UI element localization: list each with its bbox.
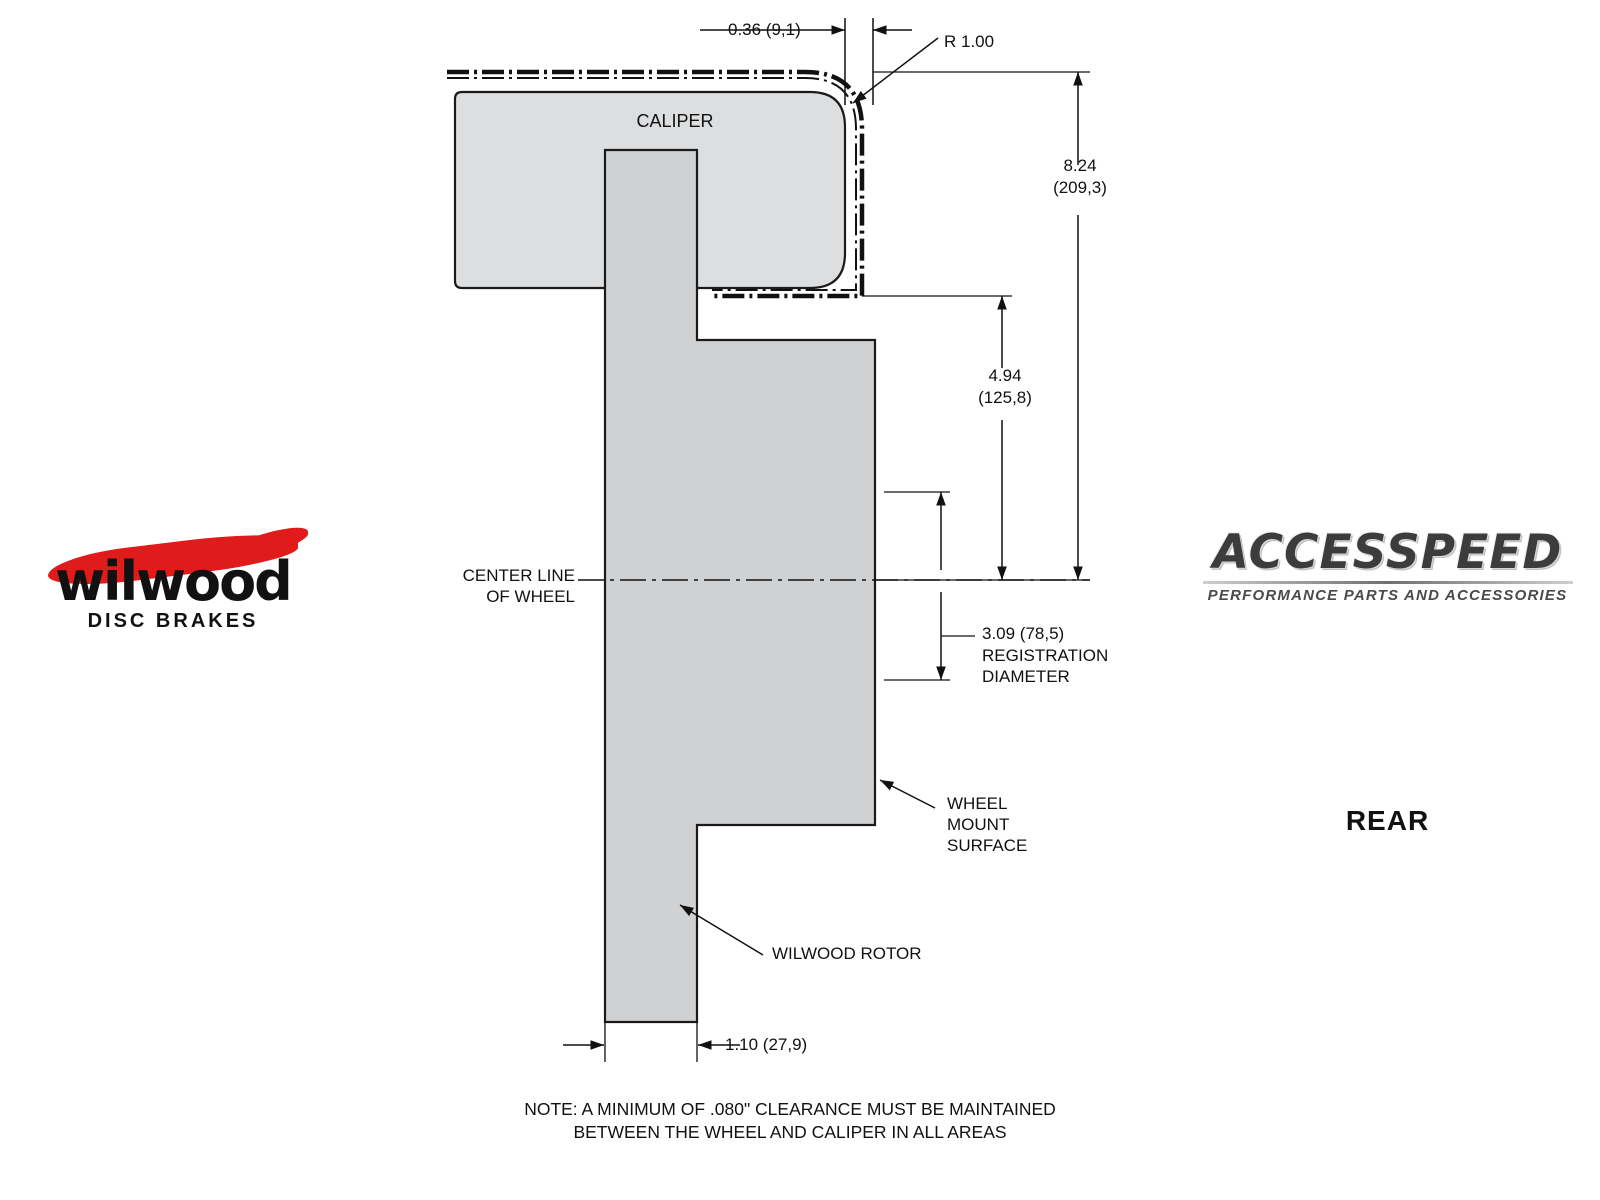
dim-overall-height (873, 72, 1090, 580)
wheel-mount-surface-label-line2: MOUNT (947, 815, 1010, 834)
dim-corner-radius-label: R 1.00 (944, 32, 995, 51)
caliper-label: CALIPER (636, 111, 714, 131)
view-label-rear: REAR (1345, 805, 1430, 836)
center-line-label-line2: OF WHEEL (486, 587, 575, 606)
accesspeed-wordmark: ACCESSPEED (1212, 525, 1563, 580)
dim-rotor-height-value: 4.94 (988, 366, 1022, 385)
clearance-note-line2: BETWEEN THE WHEEL AND CALIPER IN ALL AREAS (573, 1122, 1007, 1142)
dim-overall-height-metric: (209,3) (1053, 178, 1107, 197)
dim-registration-diameter-label-line2: DIAMETER (982, 667, 1070, 686)
dim-registration-diameter-value: 3.09 (78,5) (982, 624, 1065, 643)
clearance-note-line1: NOTE: A MINIMUM OF .080" CLEARANCE MUST BE MAINTAINED (524, 1099, 1056, 1119)
leader-wheel-mount-surface (880, 780, 935, 808)
wilwood-wordmark: wilwood (55, 550, 291, 613)
dim-overall-height-value: 8.24 (1063, 156, 1097, 175)
accesspeed-tagline: PERFORMANCE PARTS AND ACCESSORIES (1207, 587, 1568, 604)
wheel-mount-surface-label-line3: SURFACE (947, 836, 1028, 855)
wheel-mount-surface-label-line1: WHEEL (947, 794, 1008, 813)
wilwood-logo (18, 520, 328, 640)
wilwood-tagline: DISC BRAKES (87, 610, 259, 632)
dim-rotor-height-metric: (125,8) (978, 388, 1032, 407)
wilwood-rotor-label: WILWOOD ROTOR (772, 944, 922, 963)
accesspeed-underline-rule (1203, 581, 1573, 584)
dim-corner-radius-leader (853, 38, 938, 103)
dim-caliper-clearance-width-label: 0.36 (9,1) (728, 20, 801, 39)
dim-rotor-offset (563, 1022, 740, 1062)
dim-rotor-height (862, 296, 1012, 580)
center-line-label-line1: CENTER LINE (462, 566, 575, 585)
dim-rotor-offset-label: 1.10 (27,9) (725, 1035, 808, 1054)
dim-registration-diameter-label-line1: REGISTRATION (982, 646, 1109, 665)
dim-registration-diameter (884, 492, 975, 680)
accesspeed-logo (1195, 525, 1580, 635)
clearance-note (380, 1098, 1200, 1144)
